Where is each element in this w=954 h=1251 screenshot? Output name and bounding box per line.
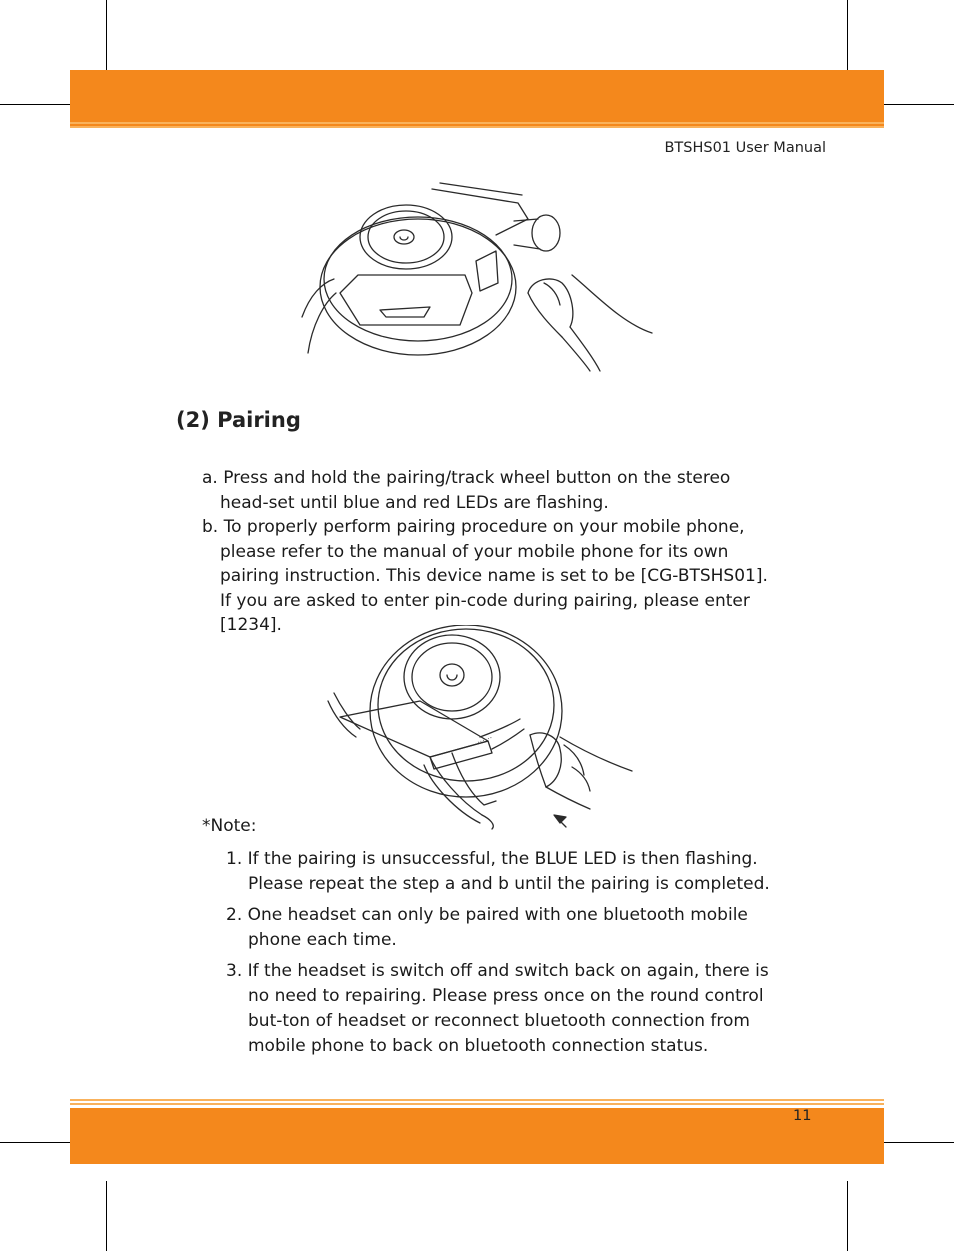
footer-band <box>70 1108 884 1164</box>
page-number: 11 <box>793 1108 812 1124</box>
header-stripe <box>70 126 884 128</box>
note-label: *Note: <box>202 816 257 836</box>
step-text: Press and hold the pairing/track wheel button on the stereo head-set until blue and red LEDs are flashing. <box>220 468 731 513</box>
note-marker: 2. <box>226 905 243 925</box>
step-marker: b. <box>202 517 219 537</box>
crop-mark <box>0 104 70 105</box>
pairing-steps <box>202 466 782 638</box>
section-heading: (2) Pairing <box>176 408 301 432</box>
crop-mark <box>0 1142 70 1143</box>
list-item <box>202 466 782 515</box>
step-marker: a. <box>202 468 218 488</box>
note-list <box>226 847 786 1065</box>
crop-mark <box>884 1142 954 1143</box>
note-text: If the headset is switch off and switch back on again, there is no need to repairing. Please press once on the round control but-ton of headset or reconnect bluetooth connection from mobile phone to back on bluetooth connection status. <box>247 961 769 1056</box>
crop-mark <box>106 0 107 70</box>
note-text: One headset can only be paired with one bluetooth mobile phone each time. <box>247 905 748 950</box>
crop-mark <box>106 1181 107 1251</box>
list-item <box>226 847 786 897</box>
step-text: To properly perform pairing procedure on your mobile phone, please refer to the manual of your mobile phone for its own pairing instruction. This device name is set to be [CG-BTSHS01]. If you are asked to enter pin-code during pairing, please enter [1234]. <box>220 517 768 635</box>
list-item <box>202 515 782 638</box>
footer-stripe <box>70 1103 884 1105</box>
note-marker: 1. <box>226 849 243 869</box>
list-item <box>226 959 786 1059</box>
crop-mark <box>847 1181 848 1251</box>
crop-mark <box>847 0 848 70</box>
crop-mark <box>884 104 954 105</box>
footer-stripe <box>70 1099 884 1101</box>
headset-press-illustration <box>300 175 660 375</box>
header-stripe <box>70 122 884 124</box>
manual-title: BTSHS01 User Manual <box>664 140 826 156</box>
header-band <box>70 70 884 128</box>
note-marker: 3. <box>226 961 243 981</box>
note-text: If the pairing is unsuccessful, the BLUE LED is then flashing. Please repeat the step a and b until the pairing is completed. <box>247 849 770 894</box>
list-item <box>226 903 786 953</box>
headset-pairing-illustration <box>320 625 640 830</box>
svg-text:⋯⋯: ⋯⋯ <box>475 732 494 747</box>
